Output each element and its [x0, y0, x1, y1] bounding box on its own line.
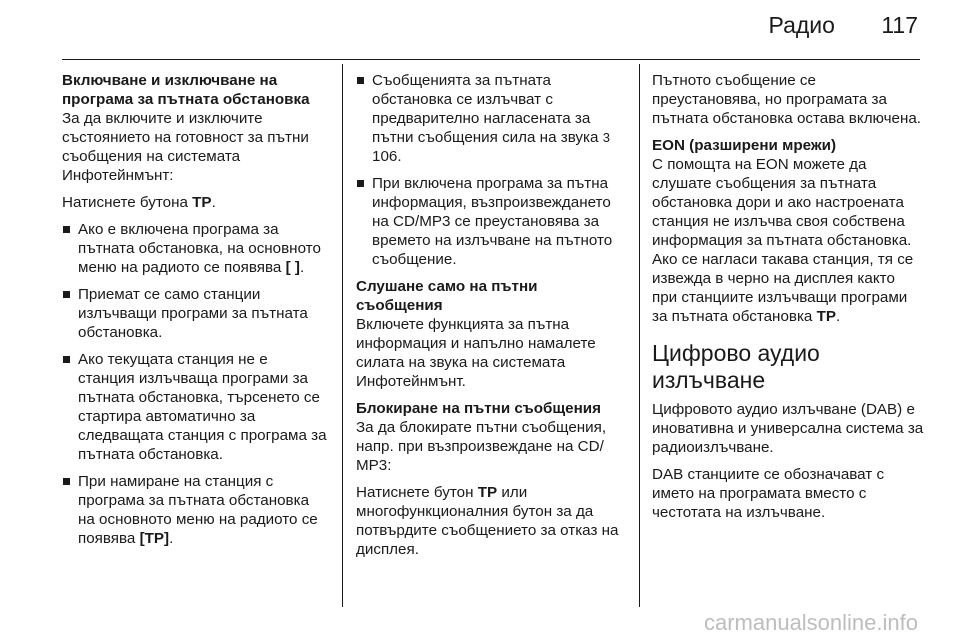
section-heading-traffic-only: Слушане само на пътни съобщения — [356, 278, 538, 314]
paragraph: DAB станциите се обозначават с името на програмата вместо с честотата на излъчване. — [652, 466, 885, 521]
cross-reference-arrow-icon: 3 — [602, 130, 610, 145]
paragraph: Цифровото аудио излъчване (DAB) е иновативна и универсална система за радиоизлъчване. — [652, 401, 924, 456]
page-title: Радио — [768, 12, 835, 38]
tp-key-label: TP — [192, 194, 212, 211]
list-item: При включена програма за пътна информация, възпроизвеждането на CD/MP3 се преустановява за времето на излъчване на пътното съобщение. — [356, 174, 626, 269]
bullet-list — [356, 71, 626, 269]
header-rule — [62, 59, 920, 60]
section-heading-block-traffic: Блокиране на пътни съобщения — [356, 400, 602, 417]
list-item: Ако текущата станция не е станция излъчваща програми за пътната обстановка, търсенето се стартира автоматично за следващата станция с програма за пътната обстановка. — [62, 350, 327, 464]
column-divider-1 — [342, 64, 343, 607]
paragraph: Натиснете бутон TP или многофункционалния бутон за да потвърдите съобщението за отказ на дисплея. — [356, 484, 619, 558]
list-item: При намиране на станция с програма за пътната обстановка на основното меню на радиото се появява [TP]. — [62, 472, 327, 548]
cross-reference-link[interactable]: 106. — [372, 148, 402, 165]
paragraph: Пътното съобщение се преустановява, но програмата за пътната обстановка остава включена. — [652, 72, 922, 127]
list-item: Ако е включена програма за пътната обстановка, на основното меню на радиото се появява [ ]. — [62, 220, 327, 277]
column-2 — [356, 71, 626, 567]
page-number: 117 — [881, 12, 918, 38]
column-1 — [62, 71, 327, 556]
page-header — [769, 12, 919, 39]
bullet-list — [62, 220, 327, 548]
list-item: Съобщенията за пътната обстановка се излъчват с предварително нагласената за пътни съобщения сила на звука 3 106. — [356, 71, 626, 166]
watermark: carmanualsonline.info — [703, 610, 918, 635]
column-divider-2 — [639, 64, 640, 607]
section-heading-dab: Цифрово аудио излъчване — [652, 340, 820, 393]
paragraph: За да блокирате пътни съобщения, напр. при възпроизвеждане на CD/ MP3: — [356, 419, 607, 474]
section-heading-eon: EON (разширени мрежи) — [652, 137, 837, 154]
paragraph: За да включите и изключите състоянието на готовност за пътни съобщения на системата Инфотейнмънт: — [62, 110, 309, 184]
paragraph-press-tp: Натиснете бутона TP. — [62, 194, 216, 211]
column-3 — [652, 71, 924, 530]
section-heading-tp-toggle: Включване и изключване на програма за пътната обстановка — [62, 72, 310, 108]
paragraph: Включете функцията за пътна информация и напълно намалете силата на звука на системата Инфотейнмънт. — [356, 316, 596, 390]
paragraph: С помощта на EON можете да слушате съобщения за пътната обстановка дори и ако настроената станция не излъчва своя собствена информация за пътната обстановка. Ако се нагласи такава станция, тя се извежда в черно на дисплея както при станциите излъчващи програми за пътната обстановка TP. — [652, 156, 914, 325]
list-item: Приемат се само станции излъчващи програми за пътната обстановка. — [62, 285, 327, 342]
